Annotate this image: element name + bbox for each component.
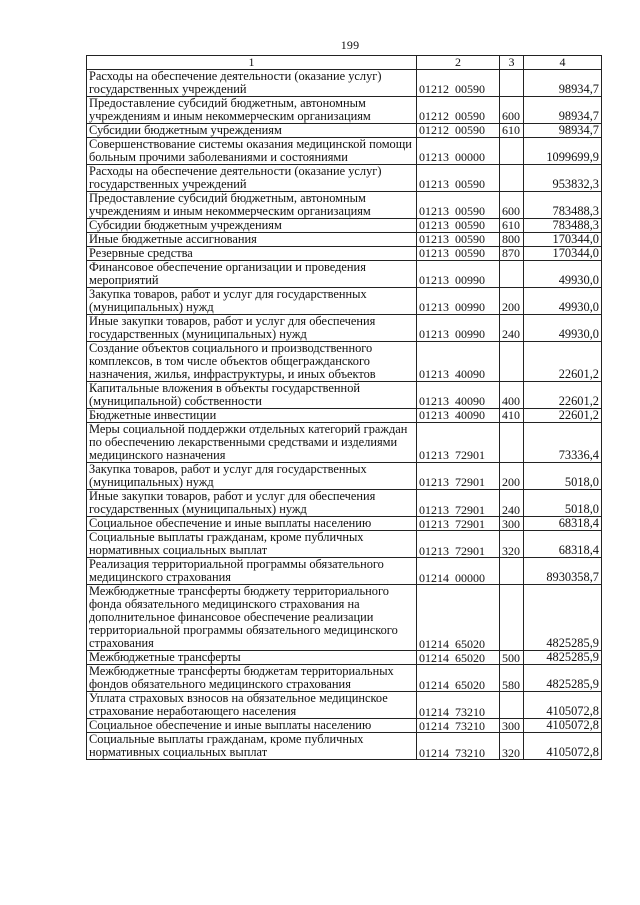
table-row	[87, 191, 602, 218]
row-description: Социальные выплаты гражданам, кроме публичных нормативных социальных выплат	[87, 531, 417, 558]
row-type-code: 870	[500, 246, 524, 260]
row-description: Иные бюджетные ассигнования	[87, 232, 417, 246]
row-description: Субсидии бюджетным учреждениям	[87, 218, 417, 232]
row-description: Социальные выплаты гражданам, кроме публичных нормативных социальных выплат	[87, 733, 417, 760]
table-row	[87, 341, 602, 381]
row-type-code: 410	[500, 408, 524, 422]
row-description: Предоставление субсидий бюджетным, автономным учреждениям и иным некоммерческим организациям	[87, 96, 417, 123]
row-code: 01213 40090	[417, 381, 500, 408]
table-row	[87, 719, 602, 733]
table-row	[87, 287, 602, 314]
row-type-code	[500, 558, 524, 585]
table-row	[87, 164, 602, 191]
table-row	[87, 423, 602, 463]
row-code: 01213 40090	[417, 408, 500, 422]
row-amount: 783488,3	[524, 191, 602, 218]
page-number: 199	[340, 38, 360, 52]
row-amount: 49930,0	[524, 314, 602, 341]
row-amount: 5018,0	[524, 490, 602, 517]
row-description: Социальное обеспечение и иные выплаты населению	[87, 719, 417, 733]
row-description: Расходы на обеспечение деятельности (оказание услуг) государственных учреждений	[87, 69, 417, 96]
row-type-code: 580	[500, 665, 524, 692]
row-type-code: 240	[500, 490, 524, 517]
row-code: 01213 00990	[417, 260, 500, 287]
row-code: 01214 65020	[417, 651, 500, 665]
row-amount: 98934,7	[524, 96, 602, 123]
row-type-code: 610	[500, 218, 524, 232]
row-code: 01212 00590	[417, 69, 500, 96]
table-row	[87, 381, 602, 408]
header-col-4: 4	[524, 56, 602, 70]
row-amount: 953832,3	[524, 164, 602, 191]
table-row	[87, 490, 602, 517]
table-row	[87, 517, 602, 531]
row-description: Капитальные вложения в объекты государственной (муниципальной) собственности	[87, 381, 417, 408]
row-description: Иные закупки товаров, работ и услуг для обеспечения государственных (муниципальных) нужд	[87, 490, 417, 517]
row-type-code	[500, 423, 524, 463]
table-row	[87, 692, 602, 719]
table-row	[87, 733, 602, 760]
row-description: Создание объектов социального и производственного комплексов, в том числе объектов общегражданского назначения, жилья, инфраструктуры, и иных объектов	[87, 341, 417, 381]
row-amount: 8930358,7	[524, 558, 602, 585]
table-row	[87, 96, 602, 123]
row-amount: 4825285,9	[524, 665, 602, 692]
table-row	[87, 260, 602, 287]
header-row	[87, 56, 602, 70]
row-code: 01214 00000	[417, 558, 500, 585]
row-code: 01213 00590	[417, 232, 500, 246]
row-amount: 22601,2	[524, 341, 602, 381]
table-row	[87, 651, 602, 665]
table-row	[87, 463, 602, 490]
row-amount: 783488,3	[524, 218, 602, 232]
table-row	[87, 314, 602, 341]
header-col-2: 2	[417, 56, 500, 70]
row-description: Межбюджетные трансферты	[87, 651, 417, 665]
row-code: 01214 73210	[417, 719, 500, 733]
row-type-code: 300	[500, 719, 524, 733]
row-amount: 5018,0	[524, 463, 602, 490]
row-amount: 22601,2	[524, 381, 602, 408]
row-description: Меры социальной поддержки отдельных категорий граждан по обеспечению лекарственными средствами и изделиями медицинского назначения	[87, 423, 417, 463]
table-row	[87, 123, 602, 137]
row-amount: 22601,2	[524, 408, 602, 422]
table-row	[87, 531, 602, 558]
table-row	[87, 665, 602, 692]
row-description: Закупка товаров, работ и услуг для государственных (муниципальных) нужд	[87, 287, 417, 314]
row-type-code	[500, 69, 524, 96]
row-code: 01214 65020	[417, 585, 500, 651]
row-code: 01213 72901	[417, 463, 500, 490]
row-amount: 4825285,9	[524, 651, 602, 665]
row-code: 01213 72901	[417, 490, 500, 517]
row-type-code: 200	[500, 287, 524, 314]
row-type-code: 320	[500, 531, 524, 558]
row-amount: 4105072,8	[524, 733, 602, 760]
table-row	[87, 69, 602, 96]
row-amount: 68318,4	[524, 531, 602, 558]
row-amount: 68318,4	[524, 517, 602, 531]
table-row	[87, 585, 602, 651]
row-type-code: 240	[500, 314, 524, 341]
row-amount: 49930,0	[524, 260, 602, 287]
row-type-code: 800	[500, 232, 524, 246]
row-description: Закупка товаров, работ и услуг для государственных (муниципальных) нужд	[87, 463, 417, 490]
row-code: 01212 00590	[417, 123, 500, 137]
row-amount: 73336,4	[524, 423, 602, 463]
row-code: 01214 65020	[417, 665, 500, 692]
table-row	[87, 408, 602, 422]
row-code: 01213 00590	[417, 218, 500, 232]
row-description: Расходы на обеспечение деятельности (оказание услуг) государственных учреждений	[87, 164, 417, 191]
table-row	[87, 558, 602, 585]
row-code: 01213 00990	[417, 287, 500, 314]
table-row	[87, 246, 602, 260]
row-code: 01214 73210	[417, 692, 500, 719]
row-description: Субсидии бюджетным учреждениям	[87, 123, 417, 137]
row-description: Межбюджетные трансферты бюджету территориального фонда обязательного медицинского страхования на дополнительное финансовое обеспечение реализации территориальной программы обязательного медицинского страхования	[87, 585, 417, 651]
row-amount: 49930,0	[524, 287, 602, 314]
row-amount: 170344,0	[524, 246, 602, 260]
row-description: Совершенствование системы оказания медицинской помощи больным прочими заболеваниями и состояниями	[87, 137, 417, 164]
row-type-code: 200	[500, 463, 524, 490]
row-type-code	[500, 585, 524, 651]
row-type-code: 500	[500, 651, 524, 665]
header-col-3: 3	[500, 56, 524, 70]
row-code: 01213 00000	[417, 137, 500, 164]
row-description: Социальное обеспечение и иные выплаты населению	[87, 517, 417, 531]
row-amount: 170344,0	[524, 232, 602, 246]
row-code: 01213 00590	[417, 246, 500, 260]
row-code: 01213 72901	[417, 423, 500, 463]
row-type-code	[500, 260, 524, 287]
row-amount: 4825285,9	[524, 585, 602, 651]
row-amount: 4105072,8	[524, 692, 602, 719]
row-type-code: 610	[500, 123, 524, 137]
row-type-code	[500, 692, 524, 719]
row-code: 01213 00990	[417, 314, 500, 341]
row-description: Реализация территориальной программы обязательного медицинского страхования	[87, 558, 417, 585]
row-type-code	[500, 164, 524, 191]
row-code: 01212 00590	[417, 96, 500, 123]
row-amount: 1099699,9	[524, 137, 602, 164]
table-row	[87, 232, 602, 246]
row-code: 01213 72901	[417, 531, 500, 558]
row-description: Уплата страховых взносов на обязательное медицинское страхование неработающего населения	[87, 692, 417, 719]
row-code: 01214 73210	[417, 733, 500, 760]
row-code: 01213 00590	[417, 191, 500, 218]
row-description: Бюджетные инвестиции	[87, 408, 417, 422]
row-type-code: 300	[500, 517, 524, 531]
row-type-code	[500, 137, 524, 164]
row-type-code: 320	[500, 733, 524, 760]
row-type-code	[500, 341, 524, 381]
row-amount: 98934,7	[524, 69, 602, 96]
table-row	[87, 137, 602, 164]
budget-table	[86, 55, 602, 760]
row-description: Финансовое обеспечение организации и проведения мероприятий	[87, 260, 417, 287]
row-description: Предоставление субсидий бюджетным, автономным учреждениям и иным некоммерческим организациям	[87, 191, 417, 218]
row-type-code: 600	[500, 191, 524, 218]
row-type-code: 400	[500, 381, 524, 408]
row-amount: 4105072,8	[524, 719, 602, 733]
row-code: 01213 40090	[417, 341, 500, 381]
table-row	[87, 218, 602, 232]
row-description: Резервные средства	[87, 246, 417, 260]
row-code: 01213 72901	[417, 517, 500, 531]
row-code: 01213 00590	[417, 164, 500, 191]
row-type-code: 600	[500, 96, 524, 123]
row-description: Иные закупки товаров, работ и услуг для обеспечения государственных (муниципальных) нужд	[87, 314, 417, 341]
row-amount: 98934,7	[524, 123, 602, 137]
row-description: Межбюджетные трансферты бюджетам территориальных фондов обязательного медицинского страхования	[87, 665, 417, 692]
header-col-1: 1	[87, 56, 417, 70]
